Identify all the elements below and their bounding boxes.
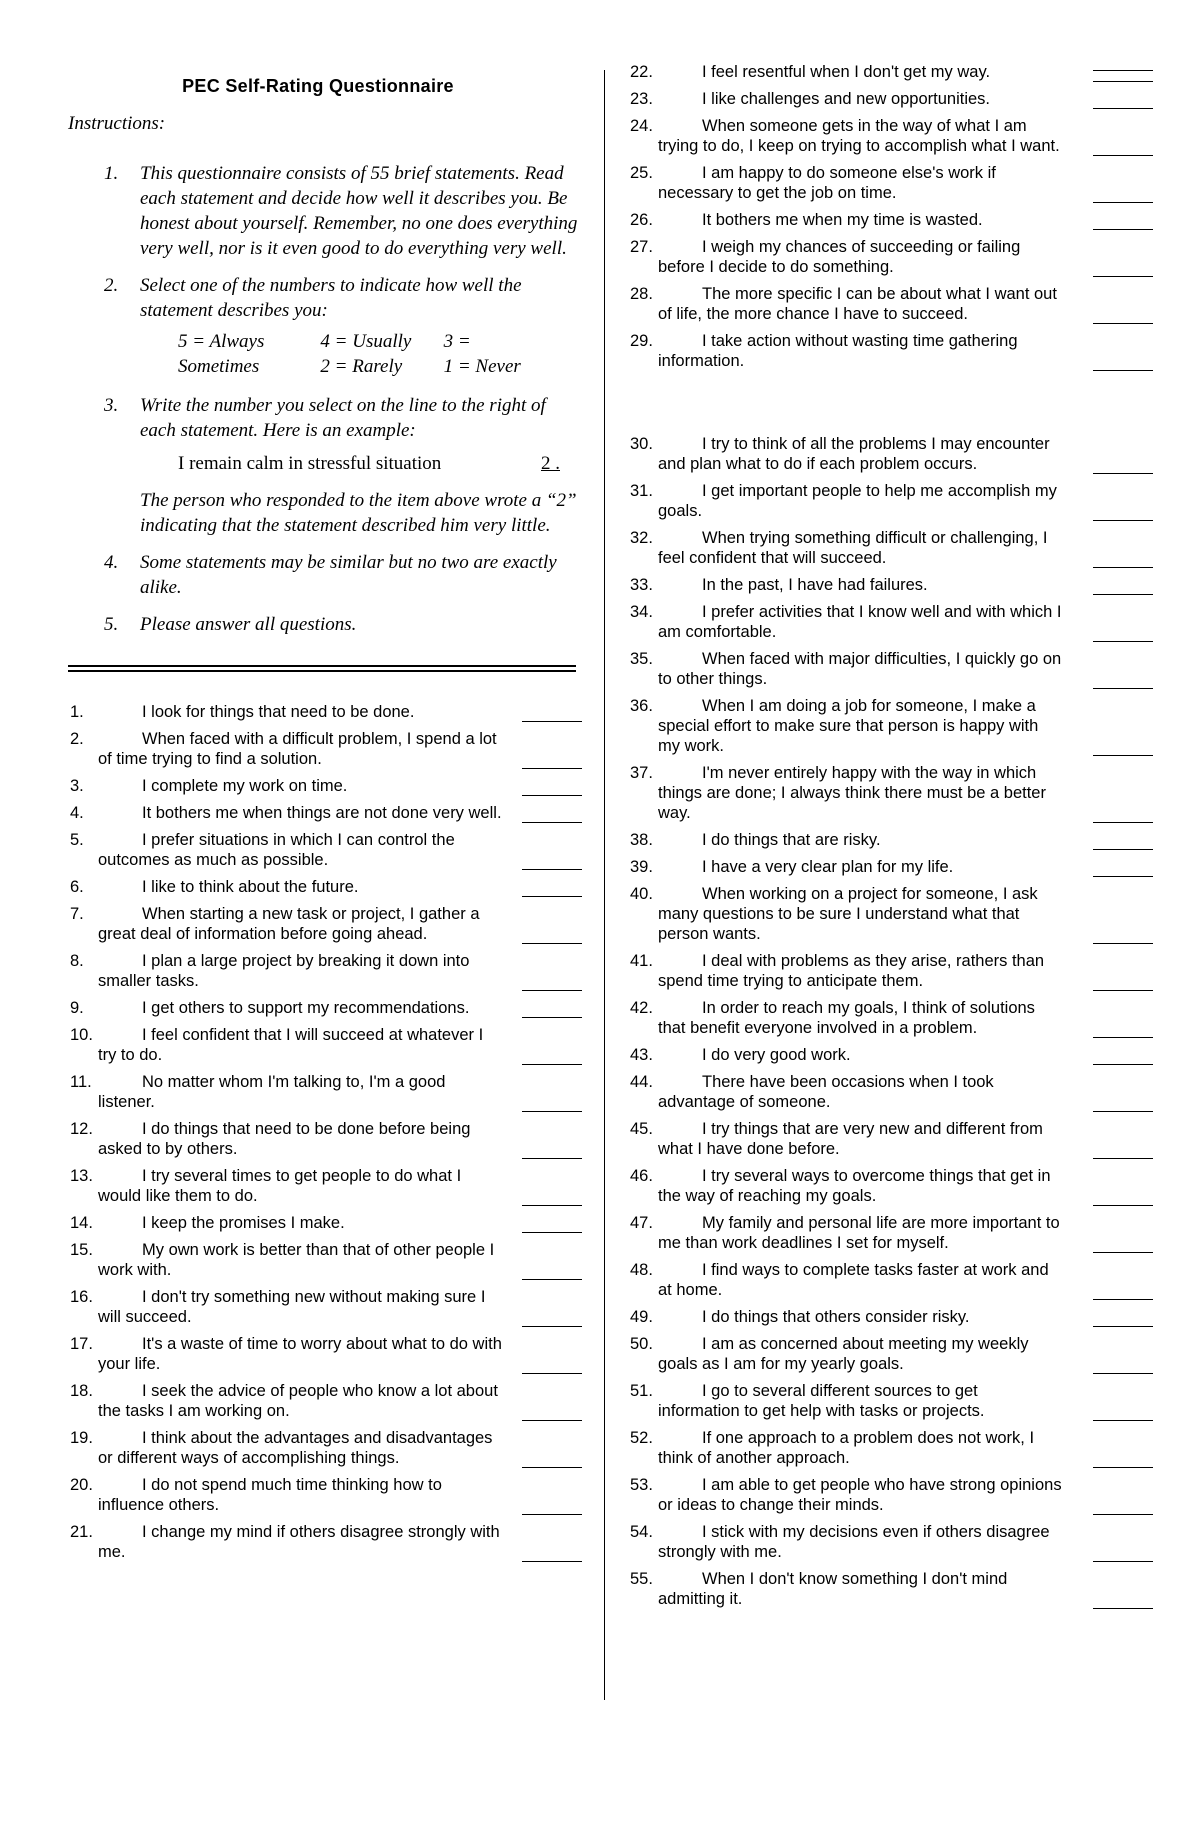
instruction-text: This questionnaire consists of 55 brief statements. Read each statement and decide how well it describes you. Be honest about yourself. Remember, no one does everything very well, nor is it even good to do everything very well. [140,163,578,259]
question-number: 37. [630,764,653,782]
question-item [628,62,1143,82]
question-text: In order to reach my goals, I think of solutions that benefit everyone involved in a problem. [658,999,1035,1037]
question-number: 32. [630,529,653,547]
answer-line[interactable] [1093,641,1153,642]
question-text: I think about the advantages and disadvantages or different ways of accomplishing things. [98,1429,493,1467]
answer-line[interactable] [522,1561,582,1562]
question-number: 34. [630,603,653,621]
question-item [628,1072,1143,1112]
answer-line[interactable] [522,1420,582,1421]
question-text: When someone gets in the way of what I am trying to do, I keep on trying to accomplish what I want. [658,117,1060,155]
question-item [628,763,1143,823]
question-number: 43. [630,1046,653,1064]
instruction-item [68,612,586,637]
question-text: If one approach to a problem does not work, I think of another approach. [658,1429,1035,1467]
answer-line[interactable] [522,721,582,722]
question-number: 38. [630,831,653,849]
question-item [628,434,1143,474]
instruction-number: 5. [104,614,119,635]
answer-line[interactable] [1093,1373,1153,1374]
answer-line[interactable] [522,822,582,823]
question-number: 3. [70,777,84,795]
question-number: 8. [70,952,84,970]
question-number: 27. [630,238,653,256]
question-item [628,1213,1143,1253]
answer-line[interactable] [1093,229,1153,230]
question-item [628,602,1143,642]
question-item [628,163,1143,203]
answer-line[interactable] [522,1111,582,1112]
question-text: I do very good work. [702,1046,851,1064]
question-text: I feel resentful when I don't get my way. [702,63,991,81]
question-text: I stick with my decisions even if others disagree strongly with me. [658,1523,1050,1561]
question-text: It's a waste of time to worry about what to do with your life. [98,1335,502,1373]
question-number: 2. [70,730,84,748]
answer-line[interactable] [1093,81,1153,82]
question-item [628,237,1143,277]
question-item [628,1307,1143,1327]
question-item [628,998,1143,1038]
answer-line[interactable] [1093,1326,1153,1327]
question-number: 39. [630,858,653,876]
question-text: I seek the advice of people who know a lot about the tasks I am working on. [98,1382,498,1420]
question-number: 26. [630,211,653,229]
question-text: I have a very clear plan for my life. [702,858,954,876]
answer-line[interactable] [1093,1111,1153,1112]
question-text: I like challenges and new opportunities. [702,90,991,108]
question-text: When I don't know something I don't mind admitting it. [658,1570,1008,1608]
question-text: When trying something difficult or challenging, I feel confident that will succeed. [658,529,1048,567]
answer-line[interactable] [1093,473,1153,474]
question-item [68,1287,586,1327]
answer-line[interactable] [522,1467,582,1468]
question-item [628,884,1143,944]
question-item [68,1522,586,1562]
question-number: 45. [630,1120,653,1138]
scale-label: 3 = [443,331,471,352]
answer-line[interactable] [1093,1158,1153,1159]
question-text: I go to several different sources to get information to get help with tasks or projects. [658,1382,985,1420]
answer-line[interactable] [522,1514,582,1515]
question-text: The more specific I can be about what I want out of life, the more chance I have to succeed. [658,285,1057,323]
answer-line[interactable] [1093,1467,1153,1468]
question-number: 11. [70,1073,92,1091]
question-item [628,575,1143,595]
question-item [628,1381,1143,1421]
question-text: I find ways to complete tasks faster at work and at home. [658,1261,1049,1299]
question-item [68,877,586,897]
question-text: I am happy to do someone else's work if necessary to get the job on time. [658,164,996,202]
question-item [628,1166,1143,1206]
question-text: I plan a large project by breaking it down into smaller tasks. [98,952,470,990]
instruction-item [68,393,586,538]
question-item [68,1428,586,1468]
question-item [68,729,586,769]
answer-line[interactable] [1093,1561,1153,1562]
question-number: 44. [630,1073,653,1091]
question-number: 21. [70,1523,93,1541]
question-item [628,1045,1143,1065]
question-text: I'm never entirely happy with the way in which things are done; I always think there must be a better way. [658,764,1046,822]
question-item [68,803,586,823]
instruction-item [68,161,586,261]
answer-line[interactable] [1093,822,1153,823]
answer-line[interactable] [1093,108,1153,109]
question-text: I feel confident that I will succeed at whatever I try to do. [98,1026,484,1064]
question-item [628,1428,1143,1468]
answer-line[interactable] [1093,594,1153,595]
right-column [628,62,1143,1616]
question-item [68,1381,586,1421]
question-text: When working on a project for someone, I ask many questions to be sure I understand what that person wants. [658,885,1038,943]
scale-label: 1 = Never [443,356,521,377]
scale-label: 4 = Usually [320,331,412,352]
question-text: I prefer situations in which I can control the outcomes as much as possible. [98,831,455,869]
question-text: I don't try something new without making sure I will succeed. [98,1288,486,1326]
answer-line[interactable] [522,1232,582,1233]
answer-line[interactable] [1093,1420,1153,1421]
question-number: 29. [630,332,653,350]
example-answer: 2 . [541,453,560,474]
question-item [628,528,1143,568]
question-text: My own work is better than that of other people I work with. [98,1241,495,1279]
answer-line[interactable] [1093,688,1153,689]
question-text: I deal with problems as they arise, rathers than spend time trying to anticipate them. [658,952,1045,990]
scale-label: Sometimes [178,356,260,377]
question-item [628,481,1143,521]
question-number: 10. [70,1026,93,1044]
question-text: I weigh my chances of succeeding or failing before I decide to do something. [658,238,1021,276]
question-number: 9. [70,999,84,1017]
question-number: 18. [70,1382,93,1400]
question-text: I look for things that need to be done. [142,703,415,721]
answer-line[interactable] [522,990,582,991]
example-statement [140,451,568,476]
answer-line[interactable] [1093,990,1153,991]
question-number: 23. [630,90,653,108]
question-item [628,857,1143,877]
question-item [68,830,586,870]
question-item [68,1166,586,1206]
question-text: I do things that others consider risky. [702,1308,970,1326]
question-number: 33. [630,576,653,594]
question-number: 17. [70,1335,93,1353]
question-number: 6. [70,878,84,896]
question-text: It bothers me when things are not done very well. [142,804,502,822]
instruction-text: Write the number you select on the line to the right of each statement. Here is an example: [140,395,546,441]
answer-line[interactable] [522,1017,582,1018]
question-number: 50. [630,1335,653,1353]
question-number: 24. [630,117,653,135]
question-number: 30. [630,435,653,453]
question-item [68,1334,586,1374]
left-column [68,62,586,1569]
instruction-text: Select one of the numbers to indicate how well the statement describes you: [140,275,522,321]
question-item [628,331,1143,371]
question-item [628,1522,1143,1562]
question-item [628,1260,1143,1300]
answer-line[interactable] [1093,520,1153,521]
question-item [628,649,1143,689]
question-number: 31. [630,482,653,500]
question-number: 40. [630,885,653,903]
question-item [628,89,1143,109]
answer-line[interactable] [522,795,582,796]
question-item [628,1475,1143,1515]
question-text: I change my mind if others disagree strongly with me. [98,1523,500,1561]
question-text: In the past, I have had failures. [702,576,928,594]
questions-list-right-bottom [628,434,1143,1609]
question-number: 42. [630,999,653,1017]
question-text: When starting a new task or project, I gather a great deal of information before going ahead. [98,905,480,943]
question-number: 48. [630,1261,653,1279]
question-number: 12. [70,1120,93,1138]
questions-list-right-top [628,62,1143,371]
answer-line[interactable] [522,1326,582,1327]
question-number: 51. [630,1382,653,1400]
answer-line[interactable] [1093,276,1153,277]
instruction-text: Some statements may be similar but no two are exactly alike. [140,552,557,598]
instruction-number: 3. [104,395,119,416]
scale-label: 2 = Rarely [320,356,403,377]
question-item [628,830,1143,850]
scale-label: 5 = Always [178,331,265,352]
question-text: When I am doing a job for someone, I make a special effort to make sure that person is happy with my work. [658,697,1039,755]
answer-line[interactable] [1093,1514,1153,1515]
question-number: 1. [70,703,84,721]
instruction-number: 2. [104,275,119,296]
answer-line[interactable] [1093,943,1153,944]
answer-line[interactable] [1093,323,1153,324]
instruction-item [68,273,586,379]
question-item [68,1240,586,1280]
answer-line[interactable] [522,768,582,769]
answer-line[interactable] [1093,1299,1153,1300]
column-divider [604,70,605,1700]
question-item [68,1119,586,1159]
answer-line[interactable] [1093,849,1153,850]
question-number: 41. [630,952,653,970]
question-number: 53. [630,1476,653,1494]
question-number: 54. [630,1523,653,1541]
question-text: I do things that need to be done before being asked to by others. [98,1120,471,1158]
question-item [68,1072,586,1112]
question-item [628,116,1143,156]
question-number: 20. [70,1476,93,1494]
page-title: PEC Self-Rating Questionnaire [182,76,454,96]
rating-scale-row [140,329,586,354]
answer-line[interactable] [1093,567,1153,568]
questions-list-left [68,702,586,1562]
question-item [68,951,586,991]
answer-line[interactable] [1093,155,1153,156]
question-number: 47. [630,1214,653,1232]
instruction-text: Please answer all questions. [140,614,357,635]
question-text: When faced with a difficult problem, I spend a lot of time trying to find a solution. [98,730,497,768]
section-divider [68,665,576,672]
question-number: 25. [630,164,653,182]
question-number: 15. [70,1241,93,1259]
question-item [68,1213,586,1233]
question-item [628,284,1143,324]
question-text: I keep the promises I make. [142,1214,345,1232]
answer-line[interactable] [522,1064,582,1065]
question-number: 35. [630,650,653,668]
answer-line[interactable] [1093,1064,1153,1065]
question-item [628,951,1143,991]
question-text: I try several times to get people to do what I would like them to do. [98,1167,462,1205]
answer-line[interactable] [1093,1608,1153,1609]
question-item [68,776,586,796]
question-text: I try things that are very new and different from what I have done before. [658,1120,1043,1158]
question-number: 13. [70,1167,93,1185]
answer-line[interactable] [522,1279,582,1280]
question-number: 5. [70,831,84,849]
question-text: My family and personal life are more important to me than work deadlines I set for myself. [658,1214,1060,1252]
question-item [68,904,586,944]
answer-line[interactable] [522,1373,582,1374]
question-item [68,1025,586,1065]
question-number: 7. [70,905,84,923]
question-text: When faced with major difficulties, I quickly go on to other things. [658,650,1062,688]
answer-line[interactable] [522,1205,582,1206]
question-number: 16. [70,1288,93,1306]
answer-line[interactable] [1093,202,1153,203]
question-text: I get important people to help me accomplish my goals. [658,482,1057,520]
question-number: 55. [630,1570,653,1588]
question-text: There have been occasions when I took advantage of someone. [658,1073,994,1111]
question-number: 14. [70,1214,93,1232]
question-item [68,1475,586,1515]
question-item [628,696,1143,756]
question-text: I do not spend much time thinking how to influence others. [98,1476,442,1514]
answer-line[interactable] [1093,755,1153,756]
answer-line[interactable] [522,943,582,944]
question-text: I try to think of all the problems I may encounter and plan what to do if each problem occurs. [658,435,1050,473]
rating-scale-row [140,354,586,379]
question-text: I like to think about the future. [142,878,359,896]
question-text: It bothers me when my time is wasted. [702,211,983,229]
question-text: I take action without wasting time gathering information. [658,332,1018,370]
instructions-list [68,161,586,637]
instruction-number: 1. [104,163,119,184]
answer-line[interactable] [522,896,582,897]
answer-line[interactable] [522,869,582,870]
instruction-item [68,550,586,600]
question-text: No matter whom I'm talking to, I'm a good listener. [98,1073,446,1111]
question-item [628,1569,1143,1609]
question-number: 22. [630,63,653,81]
question-number: 4. [70,804,84,822]
question-number: 49. [630,1308,653,1326]
question-item [628,1334,1143,1374]
answer-line[interactable] [1093,876,1153,877]
question-item [628,1119,1143,1159]
question-item [68,702,586,722]
question-text: I am able to get people who have strong opinions or ideas to change their minds. [658,1476,1062,1514]
question-text: I get others to support my recommendations. [142,999,470,1017]
question-text: I do things that are risky. [702,831,881,849]
example-note: The person who responded to the item above wrote a “2” indicating that the statement described him very little. [140,490,577,536]
answer-line[interactable] [1093,1252,1153,1253]
question-number: 46. [630,1167,653,1185]
answer-line[interactable] [1093,1037,1153,1038]
question-number: 52. [630,1429,653,1447]
question-number: 19. [70,1429,93,1447]
answer-line[interactable] [1093,370,1153,371]
question-text: I try several ways to overcome things that get in the way of reaching my goals. [658,1167,1051,1205]
question-text: I prefer activities that I know well and with which I am comfortable. [658,603,1062,641]
question-text: I complete my work on time. [142,777,348,795]
question-number: 28. [630,285,653,303]
instructions-heading: Instructions: [68,113,166,134]
example-text: I remain calm in stressful situation [178,453,442,474]
question-item [628,210,1143,230]
instruction-number: 4. [104,552,119,573]
answer-line[interactable] [522,1158,582,1159]
question-item [68,998,586,1018]
question-text: I am as concerned about meeting my weekly goals as I am for my yearly goals. [658,1335,1029,1373]
question-number: 36. [630,697,653,715]
answer-line[interactable] [1093,1205,1153,1206]
